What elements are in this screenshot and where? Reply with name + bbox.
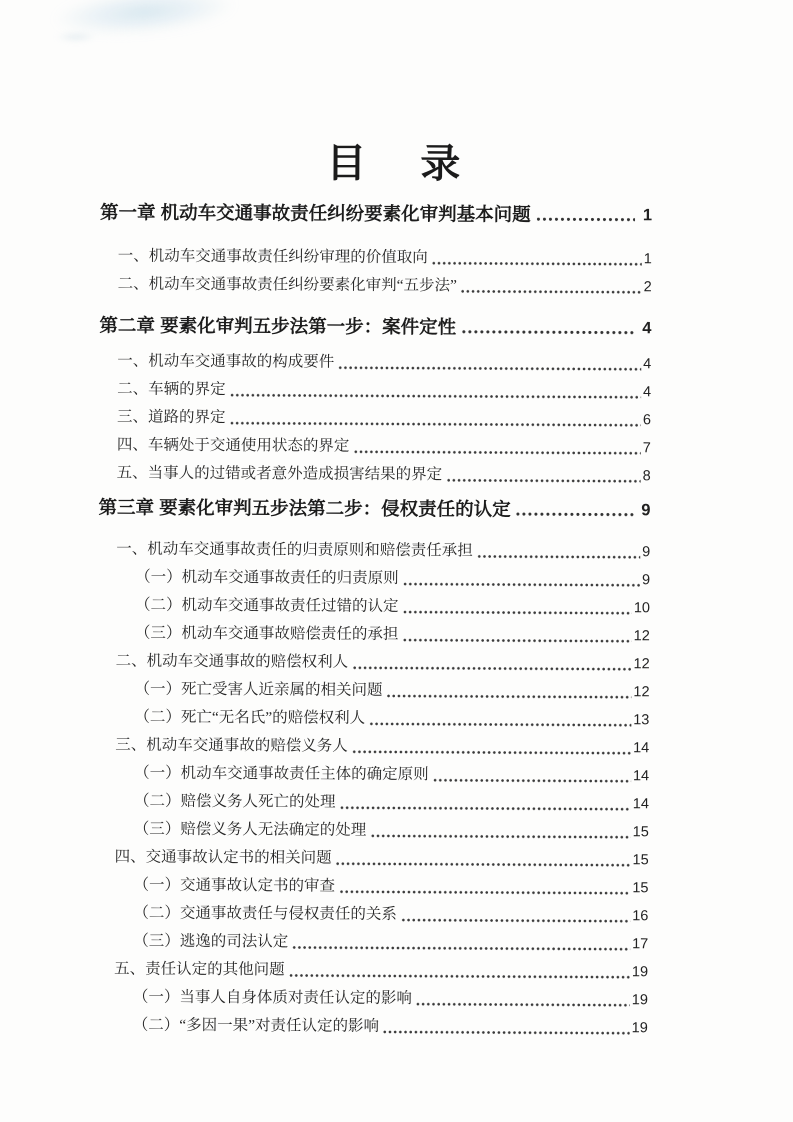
dot-leader bbox=[401, 918, 630, 923]
page-number: 8 bbox=[642, 468, 651, 485]
toc-item-row bbox=[99, 431, 651, 462]
toc-item-row bbox=[97, 843, 649, 874]
toc-item-row bbox=[97, 731, 649, 762]
page-number: 19 bbox=[631, 1020, 648, 1037]
toc-item-title: （二）交通事故责任与侵权责任的关系 bbox=[133, 904, 397, 924]
toc-item-title: 三、道路的界定 bbox=[116, 408, 226, 427]
page-number: 4 bbox=[642, 319, 652, 338]
toc-chapter-title: 第三章 要素化审判五步法第二步：侵权责任的认定 bbox=[98, 496, 511, 520]
toc-item-title: 四、交通事故认定书的相关问题 bbox=[114, 848, 332, 867]
toc-item-row bbox=[96, 983, 648, 1014]
toc-item-title: 三、机动车交通事故的赔偿义务人 bbox=[115, 736, 348, 755]
toc-item-row bbox=[96, 1011, 648, 1042]
toc-item-title: （三）逃逸的司法认定 bbox=[133, 932, 289, 951]
toc-item-title: 一、机动车交通事故责任的归责原则和赔偿责任承担 bbox=[116, 540, 473, 560]
dot-leader bbox=[461, 289, 642, 294]
dot-leader bbox=[402, 610, 631, 615]
dot-leader bbox=[433, 778, 631, 783]
dot-leader bbox=[432, 261, 642, 266]
toc-item-row bbox=[99, 459, 651, 490]
page-number: 4 bbox=[643, 384, 652, 401]
toc-item-row bbox=[97, 815, 649, 846]
toc-item-title: 二、车辆的界定 bbox=[117, 380, 226, 399]
toc-chapter-row bbox=[99, 310, 651, 343]
dot-leader bbox=[289, 973, 630, 979]
page-number: 15 bbox=[632, 824, 649, 841]
toc-item-row bbox=[99, 347, 651, 378]
page-title: 目 录 bbox=[326, 140, 468, 187]
dot-leader bbox=[369, 722, 631, 727]
toc-chapter-title: 第一章 机动车交通事故责任纠纷要素化审判基本问题 bbox=[100, 201, 531, 225]
dot-leader bbox=[446, 478, 640, 483]
toc-item-row bbox=[100, 270, 652, 301]
toc-item-row bbox=[96, 927, 648, 958]
toc-item-row bbox=[96, 955, 648, 986]
dot-leader bbox=[403, 582, 640, 587]
dot-leader bbox=[402, 638, 631, 643]
page-number: 14 bbox=[632, 768, 650, 785]
dot-leader bbox=[230, 393, 641, 399]
page-number: 15 bbox=[632, 880, 649, 897]
page-number: 17 bbox=[632, 936, 649, 953]
toc bbox=[96, 197, 652, 1042]
toc-item-row bbox=[96, 871, 648, 902]
toc-chapter-title: 第二章 要素化审判五步法第一步：案件定性 bbox=[99, 314, 457, 338]
toc-item-row bbox=[100, 242, 652, 273]
dot-leader bbox=[229, 421, 640, 427]
page-number: 1 bbox=[643, 251, 652, 268]
page-number: 14 bbox=[632, 796, 650, 813]
toc-item-title: （二）机动车交通事故责任过错的认定 bbox=[134, 596, 399, 616]
toc-item-title: 一、机动车交通事故责任纠纷审理的价值取向 bbox=[117, 247, 428, 267]
toc-item-title: （一）交通事故认定书的审查 bbox=[133, 876, 336, 895]
page-number: 12 bbox=[633, 628, 650, 645]
dot-leader bbox=[536, 217, 635, 223]
page-number: 12 bbox=[633, 656, 650, 673]
toc-item-title: 五、责任认定的其他问题 bbox=[114, 960, 285, 979]
toc-section bbox=[100, 197, 653, 301]
dot-leader bbox=[416, 1002, 630, 1007]
toc-item-row bbox=[97, 703, 649, 734]
toc-item-title: （二）赔偿义务人死亡的处理 bbox=[133, 792, 336, 811]
page-number: 12 bbox=[633, 684, 650, 701]
page-number: 19 bbox=[631, 992, 648, 1009]
dot-leader bbox=[370, 834, 630, 839]
dot-leader bbox=[292, 945, 630, 951]
page-number: 7 bbox=[642, 440, 651, 457]
page-number: 2 bbox=[643, 279, 652, 296]
toc-item-title: 五、当事人的过错或者意外造成损害结果的界定 bbox=[116, 464, 443, 484]
dot-leader bbox=[353, 450, 640, 456]
toc-item-title: 一、机动车交通事故的构成要件 bbox=[117, 352, 335, 371]
toc-item-row bbox=[98, 647, 650, 678]
page-number: 13 bbox=[633, 712, 650, 729]
toc-item-row bbox=[97, 675, 649, 706]
toc-item-title: （一）机动车交通事故责任主体的确定原则 bbox=[134, 764, 429, 784]
toc-item-row bbox=[99, 403, 651, 434]
page-number: 16 bbox=[632, 908, 649, 925]
page-number: 10 bbox=[633, 600, 651, 617]
toc-item-title: （三）机动车交通事故赔偿责任的承担 bbox=[134, 624, 399, 644]
toc-item-row bbox=[98, 563, 650, 594]
toc-item-title: （一）机动车交通事故责任的归责原则 bbox=[135, 568, 399, 588]
toc-section bbox=[99, 310, 652, 490]
dot-leader bbox=[352, 666, 631, 671]
page-number: 14 bbox=[633, 740, 650, 757]
page-number: 4 bbox=[643, 356, 652, 373]
toc-item-row bbox=[99, 375, 651, 406]
toc-item-title: 四、车辆处于交通使用状态的界定 bbox=[116, 436, 350, 455]
toc-item-row bbox=[97, 787, 649, 818]
page-number: 6 bbox=[642, 412, 652, 429]
dot-leader bbox=[352, 750, 631, 755]
dot-leader bbox=[461, 329, 634, 335]
toc-item-title: （二）死亡“无名氏”的赔偿权利人 bbox=[134, 708, 366, 727]
dot-leader bbox=[339, 890, 630, 896]
toc-chapter-row bbox=[98, 492, 650, 525]
toc-item-row bbox=[96, 899, 648, 930]
toc-item-row bbox=[98, 619, 650, 650]
dot-leader bbox=[477, 554, 640, 559]
toc-item-title: （一）当事人自身体质对责任认定的影响 bbox=[132, 988, 413, 1008]
dot-leader bbox=[338, 366, 641, 372]
toc-item-row bbox=[97, 759, 649, 790]
dot-leader bbox=[336, 862, 631, 868]
toc-item-row bbox=[98, 591, 650, 622]
toc-item-title: 二、机动车交通事故责任纠纷要素化审判“五步法” bbox=[117, 275, 457, 295]
toc-item-title: （二）“多因一果”对责任认定的影响 bbox=[132, 1016, 380, 1035]
page-number: 9 bbox=[642, 572, 651, 589]
page-number: 15 bbox=[632, 852, 649, 869]
toc-item-title: （三）赔偿义务人无法确定的处理 bbox=[133, 820, 367, 839]
page-number: 9 bbox=[641, 501, 651, 520]
dot-leader bbox=[516, 512, 634, 518]
dot-leader bbox=[383, 1030, 630, 1035]
toc-item-row bbox=[98, 535, 650, 566]
toc-item-title: （一）死亡受害人近亲属的相关问题 bbox=[134, 680, 383, 699]
dot-leader bbox=[339, 806, 630, 812]
dot-leader bbox=[387, 694, 632, 699]
page-number: 19 bbox=[631, 964, 649, 981]
toc-item-title: 二、机动车交通事故的赔偿权利人 bbox=[115, 652, 349, 671]
toc-section bbox=[96, 492, 651, 1042]
page-number: 1 bbox=[642, 206, 653, 225]
page-number: 9 bbox=[642, 544, 651, 561]
toc-chapter-row bbox=[100, 197, 652, 230]
